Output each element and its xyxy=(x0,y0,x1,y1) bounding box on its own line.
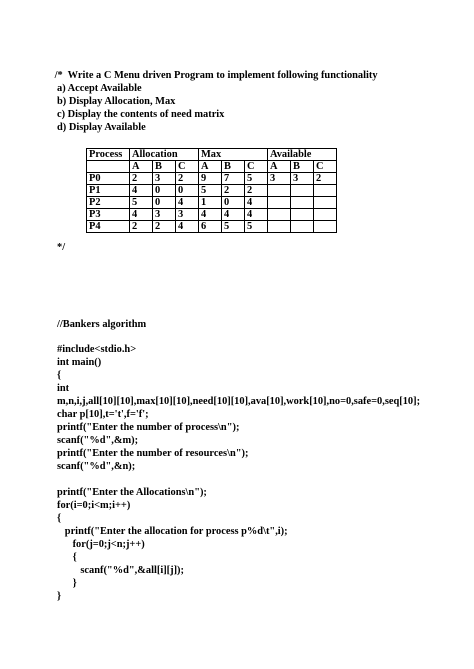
table-cell: 4 xyxy=(245,197,268,209)
code-line: { xyxy=(57,513,62,524)
table-cell: P2 xyxy=(87,197,130,209)
comment-open: /* Write a C Menu driven Program to implement following functionality xyxy=(52,70,378,81)
table-cell xyxy=(291,185,314,197)
code-line: for(i=0;i<m;i++) xyxy=(57,500,131,511)
table-cell: 0 xyxy=(153,197,176,209)
table-cell xyxy=(268,221,291,233)
code-line: printf("Enter the allocation for process p%d\t",i); xyxy=(57,526,288,537)
table-cell: 3 xyxy=(291,173,314,185)
table-cell: 2 xyxy=(176,173,199,185)
table-cell: 3 xyxy=(268,173,291,185)
code-line: } xyxy=(57,578,77,589)
menu-item-a: a) Accept Available xyxy=(57,83,142,94)
code-line: { xyxy=(57,370,62,381)
code-line: scanf("%d",&n); xyxy=(57,461,136,472)
code-line: scanf("%d",&all[i][j]); xyxy=(57,565,184,576)
table-cell: 7 xyxy=(222,173,245,185)
table-cell xyxy=(87,161,130,173)
table-cell: 6 xyxy=(199,221,222,233)
code-line: char p[10],t='t',f='f'; xyxy=(57,409,149,420)
table-cell: P4 xyxy=(87,221,130,233)
table-cell xyxy=(314,185,337,197)
sub-header-cell: A xyxy=(199,161,222,173)
table-cell: P3 xyxy=(87,209,130,221)
table-cell: P1 xyxy=(87,185,130,197)
table-cell: 5 xyxy=(222,221,245,233)
table-cell: 5 xyxy=(245,173,268,185)
table-cell: 5 xyxy=(130,197,153,209)
header-available: Available xyxy=(268,149,337,161)
sub-header-cell: A xyxy=(268,161,291,173)
table-cell: 3 xyxy=(153,173,176,185)
table-cell: 0 xyxy=(222,197,245,209)
table-cell: 4 xyxy=(130,185,153,197)
table-cell xyxy=(314,209,337,221)
sub-header-cell: C xyxy=(314,161,337,173)
table-group-header-row xyxy=(87,149,337,161)
header-process: Process xyxy=(87,149,130,161)
table-cell xyxy=(291,221,314,233)
table-cell: 5 xyxy=(245,221,268,233)
table-cell xyxy=(268,197,291,209)
code-line: printf("Enter the number of resources\n"); xyxy=(57,448,249,459)
table-cell xyxy=(291,197,314,209)
table-cell xyxy=(314,221,337,233)
table-cell xyxy=(268,185,291,197)
table-row xyxy=(87,209,337,221)
table-cell: 2 xyxy=(245,185,268,197)
code-line: scanf("%d",&m); xyxy=(57,435,139,446)
table-cell xyxy=(268,209,291,221)
table-cell: 0 xyxy=(153,185,176,197)
sub-header-cell: C xyxy=(245,161,268,173)
table-sub-header-row xyxy=(87,161,337,173)
table-cell: 2 xyxy=(130,173,153,185)
table-row xyxy=(87,185,337,197)
bankers-table xyxy=(86,148,337,233)
table-cell: 2 xyxy=(153,221,176,233)
table-cell: 1 xyxy=(199,197,222,209)
code-title: //Bankers algorithm xyxy=(57,319,147,330)
table-cell: 9 xyxy=(199,173,222,185)
code-line: } xyxy=(57,591,62,602)
table-cell xyxy=(291,209,314,221)
table-cell: 3 xyxy=(153,209,176,221)
table-cell: P0 xyxy=(87,173,130,185)
table-cell: 4 xyxy=(245,209,268,221)
table-cell: 5 xyxy=(199,185,222,197)
table-cell: 2 xyxy=(222,185,245,197)
code-line: for(j=0;j<n;j++) xyxy=(57,539,145,550)
table-cell: 4 xyxy=(222,209,245,221)
table-cell xyxy=(314,197,337,209)
table-cell: 4 xyxy=(176,221,199,233)
code-line: #include<stdio.h> xyxy=(57,344,137,355)
sub-header-cell: A xyxy=(130,161,153,173)
sub-header-cell: B xyxy=(153,161,176,173)
table-cell: 3 xyxy=(176,209,199,221)
code-line: printf("Enter the Allocations\n"); xyxy=(57,487,207,498)
code-line: { xyxy=(57,552,77,563)
menu-item-b: b) Display Allocation, Max xyxy=(57,96,176,107)
sub-header-cell: B xyxy=(291,161,314,173)
table-row xyxy=(87,221,337,233)
table-cell: 2 xyxy=(314,173,337,185)
comment-close: */ xyxy=(57,242,66,253)
header-max: Max xyxy=(199,149,268,161)
menu-item-d: d) Display Available xyxy=(57,122,146,133)
code-line: int xyxy=(57,383,70,394)
table-cell: 2 xyxy=(130,221,153,233)
code-line: int main() xyxy=(57,357,102,368)
table-cell: 4 xyxy=(199,209,222,221)
table-row xyxy=(87,197,337,209)
sub-header-cell: B xyxy=(222,161,245,173)
code-line: printf("Enter the number of process\n"); xyxy=(57,422,240,433)
table-cell: 0 xyxy=(176,185,199,197)
table-row xyxy=(87,173,337,185)
code-line: m,n,i,j,all[10][10],max[10][10],need[10][10],ava[10],work[10],no=0,safe=0,seq[10]; xyxy=(57,396,421,407)
table-cell: 4 xyxy=(130,209,153,221)
menu-item-c: c) Display the contents of need matrix xyxy=(57,109,225,120)
table-cell: 4 xyxy=(176,197,199,209)
header-allocation: Allocation xyxy=(130,149,199,161)
sub-header-cell: C xyxy=(176,161,199,173)
